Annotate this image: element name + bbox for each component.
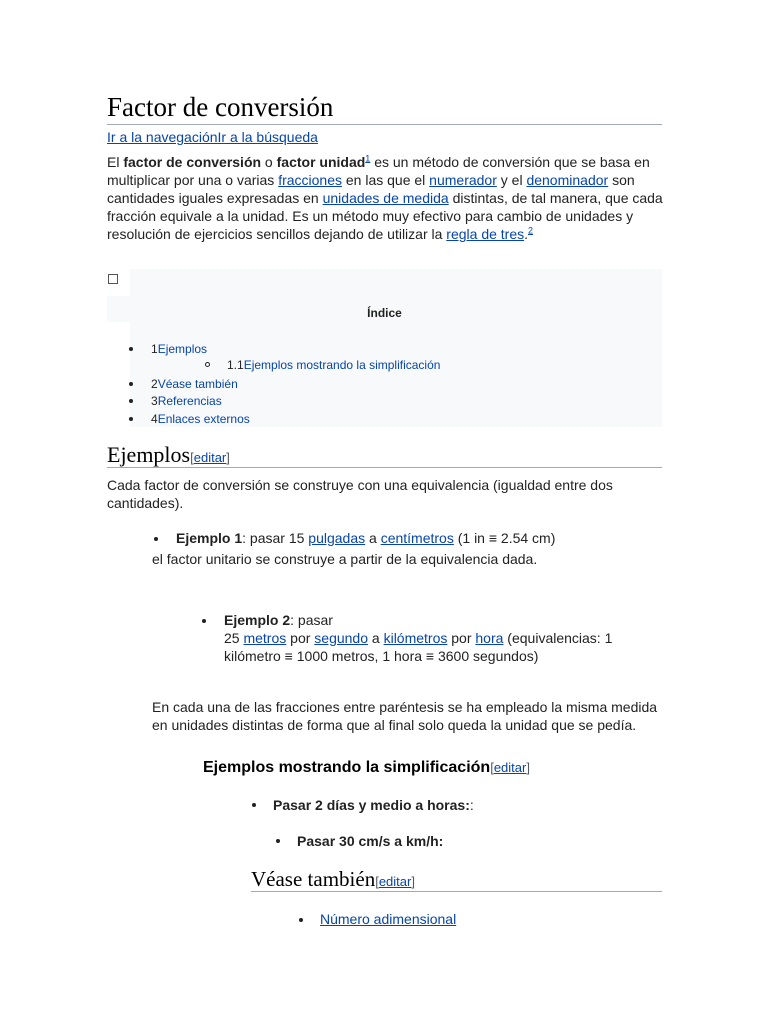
heading-simplificacion [203, 757, 530, 779]
list-bullet [154, 537, 158, 541]
edit-link-ejemplos[interactable]: editar [193, 450, 227, 465]
link-pulgadas[interactable]: pulgadas [308, 530, 366, 546]
intro-paragraph [107, 153, 667, 243]
toc-bullet [129, 347, 133, 351]
toc-label: Referencias [157, 394, 222, 408]
ejemplos-intro: Cada factor de conversión se construye con una equivalencia (igualdad entre dos cantidades). [107, 477, 613, 511]
list-bullet [299, 918, 303, 922]
edit-link-simplificacion[interactable]: editar [493, 760, 527, 775]
toc-bullet [129, 417, 133, 421]
toc-bullet [129, 382, 133, 386]
toc-item-simplificacion[interactable] [227, 358, 440, 372]
term-factor-conversion: factor de conversión [123, 154, 262, 170]
heading-text: Véase también [251, 867, 376, 891]
example-text: por [447, 630, 476, 646]
heading-text: Ejemplos [107, 442, 191, 467]
example-1-label: Ejemplo 1 [176, 530, 243, 546]
link-segundo[interactable]: segundo [314, 630, 368, 646]
toc-number: 2 [151, 377, 158, 391]
intro-text: El [107, 154, 124, 170]
list-bullet [276, 839, 280, 843]
jump-to-search-link[interactable]: Ir a la búsqueda [217, 129, 318, 145]
reference-2[interactable]: 2 [528, 225, 534, 236]
example-text: por [286, 630, 315, 646]
toc-label: Ejemplos mostrando la simplificación [243, 358, 441, 372]
item-label: Pasar 2 días y medio a horas: [273, 797, 470, 813]
edit-section: [editar] [375, 874, 415, 889]
toc-number: 1.1 [227, 358, 244, 372]
jump-links [107, 128, 318, 146]
example-text: (1 in ≡ 2.54 cm) [453, 530, 556, 546]
link-unidades-de-medida[interactable]: unidades de medida [322, 190, 449, 206]
toc-toggle-checkbox[interactable] [108, 274, 118, 284]
toc-sub-bullet [205, 362, 210, 367]
title-rule [107, 124, 662, 125]
toc-number: 4 [151, 412, 158, 426]
edit-section: [editar] [190, 450, 230, 465]
intro-text: es un método de conversión que se basa en multiplicar por una o varias [107, 154, 650, 188]
page-title: Factor de conversión [107, 92, 334, 122]
example-text: : pasar 15 [242, 530, 309, 546]
list-bullet [202, 619, 206, 623]
toc-item-referencias[interactable] [151, 394, 222, 408]
jump-to-navigation-link[interactable]: Ir a la navegación [107, 129, 218, 145]
edit-section: [editar] [490, 760, 530, 775]
heading-text: Ejemplos mostrando la simplificación [203, 759, 491, 776]
list-bullet [252, 803, 256, 807]
example-text: a [368, 630, 384, 646]
link-numero-adimensional[interactable]: Número adimensional [320, 911, 457, 927]
toc-bullet [129, 399, 133, 403]
example-text: (equivalencias: 1 kilómetro ≡ 1000 metros, 1 hora ≡ 3600 segundos) [224, 630, 613, 664]
link-kilometros[interactable]: kilómetros [383, 630, 448, 646]
item-label: Pasar 30 cm/s a km/h: [297, 833, 444, 849]
section-rule [107, 467, 662, 468]
intro-text: y el [496, 172, 527, 188]
intro-text: o [261, 154, 277, 170]
link-numerador[interactable]: numerador [429, 172, 497, 188]
example-2-label: Ejemplo 2 [224, 612, 291, 628]
link-regla-de-tres[interactable]: regla de tres [446, 226, 525, 242]
toc-number: 3 [151, 394, 158, 408]
toc-label: Ejemplos [157, 342, 208, 356]
example-text: a [365, 530, 381, 546]
toc-title: Índice [367, 306, 402, 320]
ejemplos-closing: En cada una de las fracciones entre paréntesis se ha empleado la misma medida en unidades distintas de forma que al final solo queda la unidad que se pedía. [152, 699, 658, 733]
toc-item-ejemplos[interactable] [151, 342, 207, 356]
link-hora[interactable]: hora [475, 630, 504, 646]
simplification-item-1 [273, 796, 474, 814]
toc-label: Véase también [157, 377, 238, 391]
item-text: : [469, 797, 474, 813]
example-text: : pasar [290, 612, 333, 628]
toc-label: Enlaces externos [157, 412, 250, 426]
intro-text: . [524, 226, 529, 242]
simplification-item-2 [297, 832, 443, 850]
intro-text: distintas, de tal manera, que cada fracción equivale a la unidad. Es un método muy efectivo para cambio de unidades y resolución de ejercicios sencillos dejando de utilizar la [107, 190, 663, 242]
toc-item-vease-tambien[interactable] [151, 377, 238, 391]
link-centimetros[interactable]: centímetros [380, 530, 454, 546]
term-factor-unidad: factor unidad [276, 154, 366, 170]
example-1 [176, 529, 656, 547]
toc-item-enlaces-externos[interactable] [151, 412, 250, 426]
section-rule [251, 891, 662, 892]
example-1-note: el factor unitario se construye a partir de la equivalencia dada. [152, 551, 538, 567]
intro-text: en las que el [342, 172, 430, 188]
toc-number: 1 [151, 342, 158, 356]
reference-1[interactable]: 1 [365, 153, 371, 164]
link-fracciones[interactable]: fracciones [278, 172, 342, 188]
example-2 [224, 611, 660, 665]
example-text: 25 [224, 630, 244, 646]
link-denominador[interactable]: denominador [526, 172, 609, 188]
link-metros[interactable]: metros [243, 630, 287, 646]
see-also-item [320, 910, 456, 928]
edit-link-vease[interactable]: editar [378, 874, 412, 889]
intro-text: son cantidades iguales expresadas en [107, 172, 635, 206]
